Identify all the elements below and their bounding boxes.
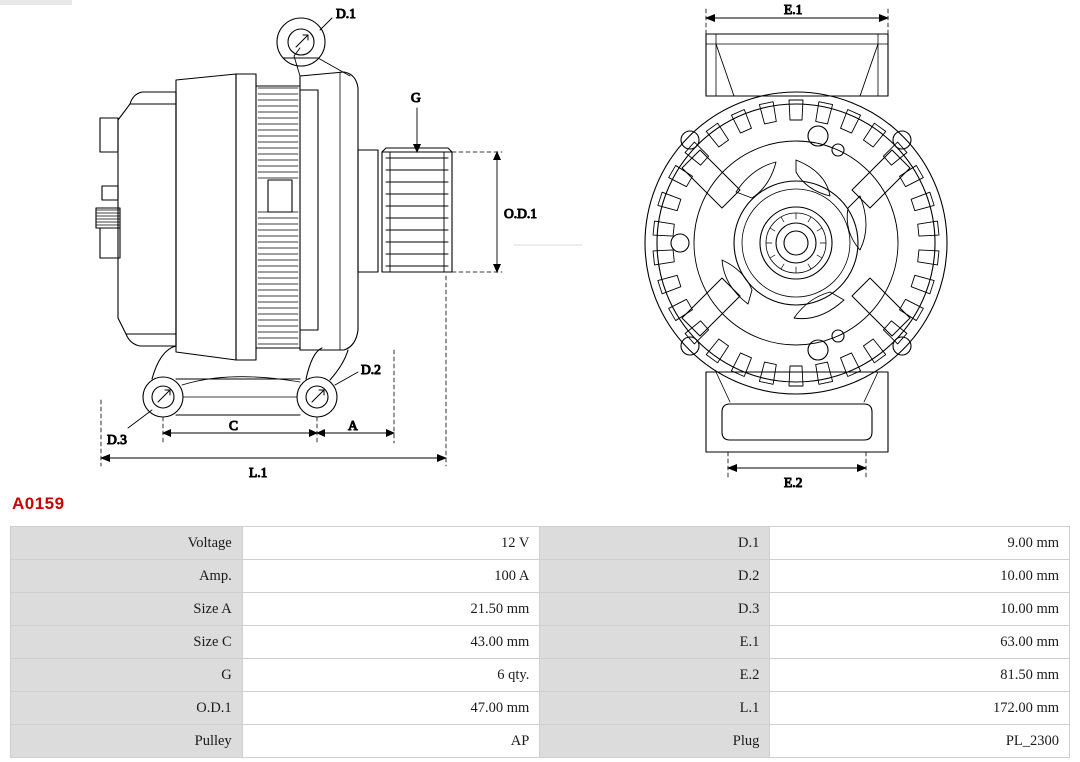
label-l1: L.1 [249,465,268,480]
spec-label-size-a: Size A [11,593,243,626]
spec-label-size-c: Size C [11,626,243,659]
spec-label-g: G [11,659,243,692]
specification-table [10,526,1070,758]
spec-label-amp: Amp. [11,560,243,593]
spec-value-d1: 9.00 mm [770,527,1070,560]
spec-value-e2: 81.50 mm [770,659,1070,692]
table-row [11,725,1070,758]
spec-value-pulley: AP [242,725,540,758]
spec-label-pulley: Pulley [11,725,243,758]
spec-label-d3: D.3 [540,593,770,626]
label-g: G [411,90,421,105]
table-row [11,626,1070,659]
table-row [11,593,1070,626]
spec-value-od1: 47.00 mm [242,692,540,725]
spec-label-plug: Plug [540,725,770,758]
spec-label-d2: D.2 [540,560,770,593]
spec-value-d2: 10.00 mm [770,560,1070,593]
label-d2: D.2 [361,362,381,377]
spec-value-plug: PL_2300 [770,725,1070,758]
spec-label-e1: E.1 [540,626,770,659]
label-c: C [229,418,239,433]
side-view-group [96,6,582,480]
label-e1: E.1 [784,2,803,17]
spec-label-l1: L.1 [540,692,770,725]
table-row [11,659,1070,692]
part-number: A0159 [12,494,65,513]
spec-value-l1: 172.00 mm [770,692,1070,725]
label-od1: O.D.1 [504,206,537,221]
spec-value-d3: 10.00 mm [770,593,1070,626]
front-view-group [645,2,947,490]
spec-value-size-c: 43.00 mm [242,626,540,659]
label-d1: D.1 [336,6,356,21]
label-e2: E.2 [784,475,803,490]
spec-value-size-a: 21.50 mm [242,593,540,626]
spec-value-g: 6 qty. [242,659,540,692]
spec-label-e2: E.2 [540,659,770,692]
spec-label-od1: O.D.1 [11,692,243,725]
spec-value-voltage: 12 V [242,527,540,560]
table-row [11,692,1070,725]
spec-value-e1: 63.00 mm [770,626,1070,659]
label-d3: D.3 [107,432,127,447]
spec-label-d1: D.1 [540,527,770,560]
spec-label-voltage: Voltage [11,527,243,560]
table-row [11,527,1070,560]
spec-value-amp: 100 A [242,560,540,593]
table-row [11,560,1070,593]
label-a: A [348,418,358,433]
